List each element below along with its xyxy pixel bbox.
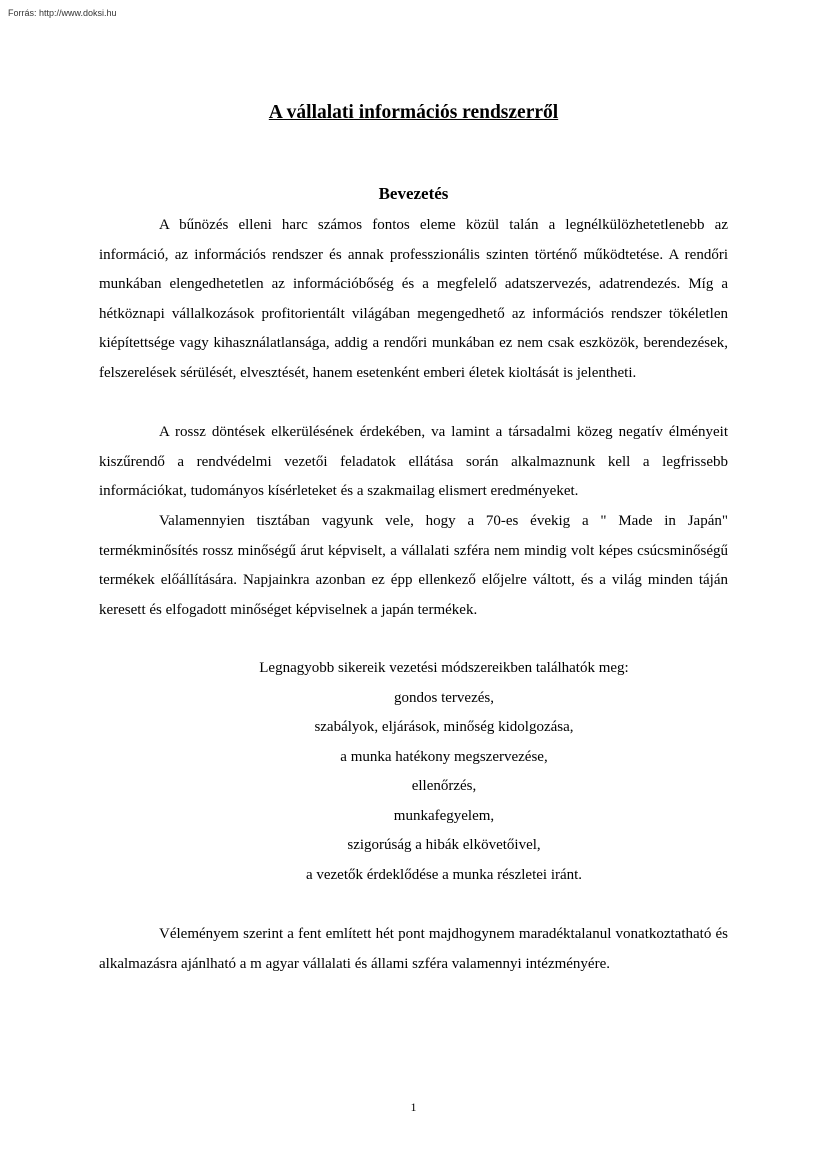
section-heading-text: Bevezetés [378, 184, 449, 203]
paragraph-japan: Valamennyien tisztában vagyunk vele, hogy a 70-es évekig a " Made in Japán" termékminősítés rossz minőségű árut képviselt, a vállalati szféra nem mindig volt képes csúcsminőségű termékek előállítására. Napjainkra azonban ez épp ellenkező előjelre váltott, és a világ minden táján keresett és elfogadott minőséget képviselnek a japán termékek. [99, 513, 728, 618]
success-list [99, 654, 789, 890]
list-item: a vezetők érdeklődése a munka részletei iránt. [305, 866, 583, 883]
page-number: 1 [410, 1100, 417, 1114]
list-item: szigorúság a hibák elkövetőivel, [347, 837, 541, 853]
paragraph-intro: A bűnözés elleni harc számos fontos eleme közül talán a legnélkülözhetetlenebb az információ, az információs rendszer és annak professzionális szinten történő működtetése. A rendőri munkában elengedhetetlen az információbőség és a megfelelő adatszervezés, adatrendezés. Míg a hétköznapi vállalkozások profitorientált világában megengedhető az információs rendszer tökéletlen kiépítettsége vagy kihasználatlansága, addig a rendőri munkában ez nem csak eszközök, berendezések, felszerelések sérülését, elvesztését, hanem esetenként emberi életek kioltását is jelentheti. [99, 217, 728, 381]
list-item: gondos tervezés, [394, 689, 494, 706]
list-item: munkafegyelem, [393, 807, 495, 824]
paragraph-closing: Véleményem szerint a fent említett hét pont majdhogynem maradéktalanul vonatkoztatható és alkalmazásra ajánlható a m agyar vállalati és állami szféra valamennyi intézményére. [99, 926, 728, 972]
list-item: szabályok, eljárások, minőség kidolgozása, [314, 719, 574, 735]
paragraph-decisions: A rossz döntések elkerülésének érdekében, va lamint a társadalmi közeg negatív élményeit kiszűrendő a rendvédelmi vezetői feladatok ellátása során alkalmaznunk kell a legfrissebb információkat, tudományos kísérleteket és a szakmailag elismert eredményeket. [99, 424, 728, 499]
list-intro: Legnagyobb sikereik vezetési módszereikben találhatók meg: [259, 660, 629, 676]
source-watermark: Forrás: http://www.doksi.hu [8, 8, 117, 18]
section-heading [0, 183, 827, 205]
list-item: a munka hatékony megszervezése, [340, 748, 548, 765]
page-title: A vállalati információs rendszerről [268, 102, 559, 123]
list-item: ellenőrzés, [411, 778, 477, 794]
